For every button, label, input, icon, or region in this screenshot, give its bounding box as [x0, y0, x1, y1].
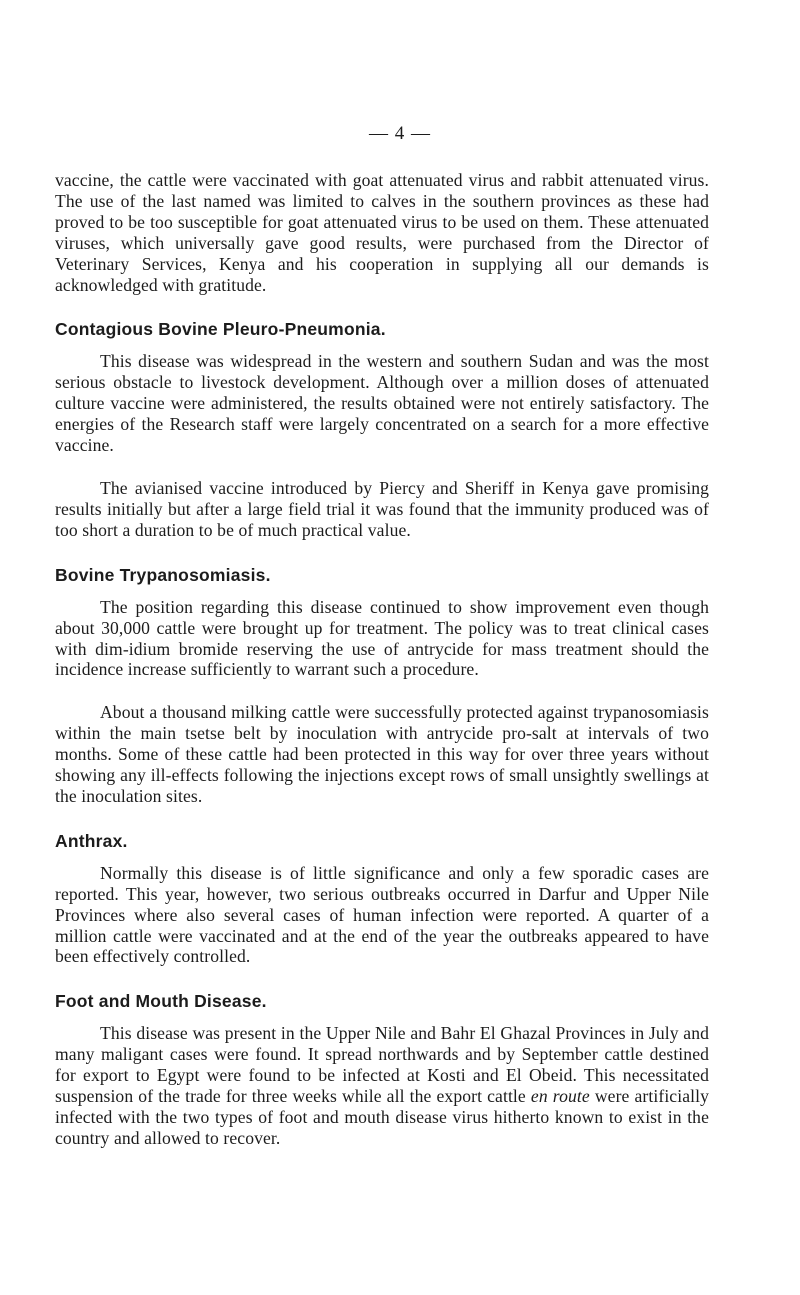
section-heading-cbpp: Contagious Bovine Pleuro-Pneumonia. — [55, 319, 386, 340]
section-heading-anthrax: Anthrax. — [55, 830, 128, 851]
foot-and-mouth-paragraph-1 — [55, 1023, 709, 1148]
page-number: — 4 — — [369, 123, 431, 144]
trypanosomiasis-paragraph-1: The position regarding this disease continued to show improvement even though about 30,000 cattle were brought up for treatment. The policy was to treat clinical cases with dim-idium bromide reserving the use of antrycide for mass treatment should the incidence increase sufficiently to warrant such a procedure. — [55, 596, 709, 680]
document-body — [55, 170, 709, 1149]
en-route-italic: en route — [530, 1086, 590, 1107]
intro-paragraph: vaccine, the cattle were vaccinated with goat attenuated virus and rabbit attenuated virus. The use of the last named was limited to calves in the southern provinces as these had proved to be too susceptible for goat attenuated virus to be used on them. These attenuated viruses, which universally gave good results, were purchased from the Director of Veterinary Services, Kenya and his cooperation in supplying all our demands is acknowledged with gratitude. — [55, 170, 709, 295]
foot-and-mouth-text-start: This disease was present in the Upper Nile and Bahr El Ghazal Provinces in July and many maligant cases were found. It spread northwards and by September cattle destined for export to Egypt were found to be infected at Kosti and El Obeid. This necessitated suspension of the trade for three weeks while all the export cattle — [55, 1023, 709, 1107]
foot-and-mouth-text-end: were artificially infected with the two types of foot and mouth disease virus hitherto known to exist in the country and allowed to recover. — [55, 1086, 709, 1148]
anthrax-paragraph-1: Normally this disease is of little significance and only a few sporadic cases are reported. This year, however, two serious outbreaks occurred in Darfur and Upper Nile Provinces where also several cases of human infection were reported. A quarter of a million cattle were vaccinated and at the end of the year the outbreaks appeared to have been effectively controlled. — [55, 862, 709, 967]
section-heading-foot-and-mouth: Foot and Mouth Disease. — [55, 991, 267, 1012]
section-heading-trypanosomiasis: Bovine Trypanosomiasis. — [55, 564, 271, 585]
cbpp-paragraph-1: This disease was widespread in the western and southern Sudan and was the most serious obstacle to livestock development. Although over a million doses of attenuated culture vaccine were administered, the results obtained were not entirely satisfactory. The energies of the Research staff were largely concentrated on a search for a more effective vaccine. — [55, 351, 709, 456]
trypanosomiasis-paragraph-2: About a thousand milking cattle were successfully protected against trypanosomiasis within the main tsetse belt by inoculation with antrycide pro-salt at intervals of two months. Some of these cattle had been protected in this way for over three years without showing any ill-effects following the injections except rows of small unsightly swellings at the inoculation sites. — [55, 702, 709, 806]
cbpp-paragraph-2: The avianised vaccine introduced by Piercy and Sheriff in Kenya gave promising results initially but after a large field trial it was found that the immunity produced was of too short a duration to be of much practical value. — [55, 477, 709, 540]
